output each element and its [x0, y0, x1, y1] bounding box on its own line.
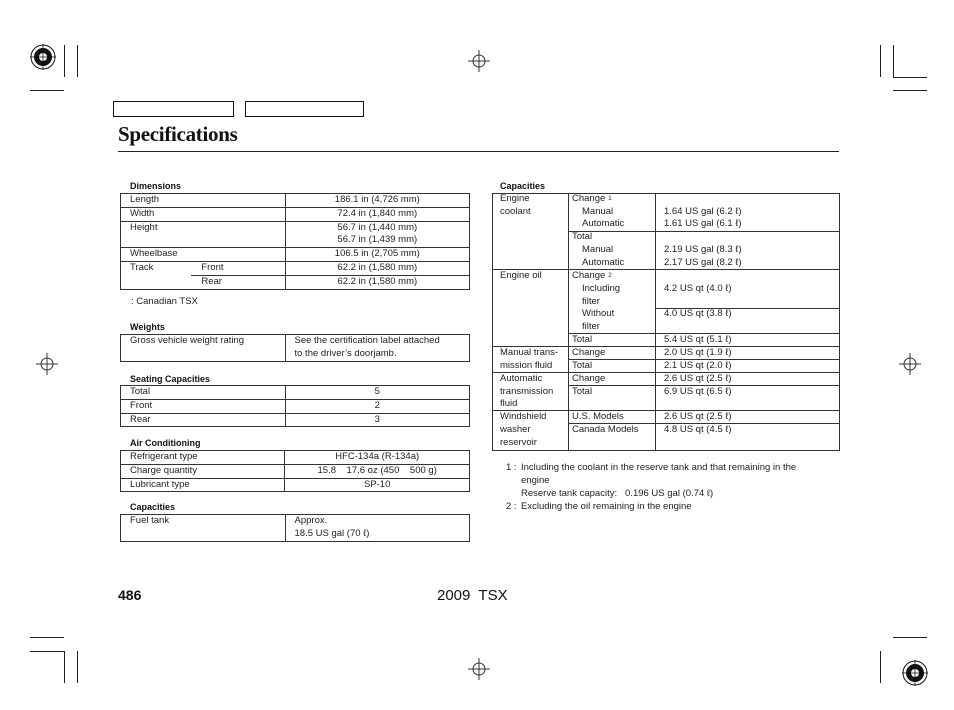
dim-value: 72.4 in (1,840 mm): [285, 207, 469, 221]
oil-including-label: Including: [582, 283, 621, 294]
footnote-1-line2: engine: [521, 475, 550, 486]
dim-value: 186.1 in (4,726 mm): [285, 194, 469, 208]
at-label: transmission: [500, 386, 554, 397]
page-title: Specifications: [118, 122, 238, 146]
washer-label: Windshield: [500, 411, 547, 422]
table-row: [121, 464, 470, 478]
weights-value-line1: See the certification label attached: [294, 335, 440, 346]
air-conditioning-table: [120, 450, 470, 492]
footnote-marker: 2: [608, 273, 612, 279]
dim-label: Length: [121, 194, 286, 208]
dim-value: 62.2 in (1,580 mm): [285, 261, 469, 275]
oil-including-value: 4.2 US qt (4.0 ℓ): [664, 283, 732, 294]
oil-label: Engine oil: [500, 270, 542, 281]
dim-value: 106.5 in (2,705 mm): [285, 248, 469, 262]
dim-value: 62.2 in (1,580 mm): [285, 275, 469, 289]
right-capacities-heading: Capacities: [500, 181, 546, 191]
ac-label: Charge quantity: [121, 464, 285, 478]
table-row: [121, 207, 470, 221]
dim-label: Wheelbase: [121, 248, 286, 262]
ac-value: HFC-134a (R-134a): [285, 451, 470, 465]
dim-sub-label: Rear: [191, 275, 285, 289]
table-row: [121, 194, 470, 208]
dim-label: Track: [121, 261, 192, 289]
at-label: fluid: [500, 398, 518, 409]
registration-crosshair-icon: [899, 353, 921, 375]
mt-label: Manual trans-: [500, 347, 559, 358]
washer-label: reservoir: [500, 437, 537, 448]
ac-label: Lubricant type: [121, 478, 285, 492]
dim-label: Height: [121, 221, 286, 248]
washer-label: washer: [500, 424, 531, 435]
title-divider: [118, 151, 839, 152]
registration-sunburst-icon: [30, 44, 56, 70]
at-change-value: 2.6 US qt (2.5 ℓ): [664, 373, 732, 384]
coolant-total-auto-label: Automatic: [582, 257, 625, 268]
table-row: [121, 515, 470, 542]
mt-change-value: 2.0 US qt (1.9 ℓ): [664, 347, 732, 358]
seating-label: Front: [121, 399, 286, 413]
weights-label: Gross vehicle weight rating: [121, 335, 286, 362]
dimensions-heading: Dimensions: [130, 181, 182, 191]
seating-value: 2: [285, 399, 469, 413]
seating-value: 5: [285, 386, 469, 400]
oil-without-label: Without: [582, 308, 615, 319]
seating-heading: Seating Capacities: [130, 374, 211, 384]
fuel-value-line1: Approx.: [294, 515, 328, 526]
air-conditioning-heading: Air Conditioning: [130, 438, 201, 448]
coolant-total-manual-value: 2.19 US gal (8.3 ℓ): [664, 244, 742, 255]
coolant-label: coolant: [500, 206, 531, 217]
seating-label: Rear: [121, 413, 286, 427]
registration-crosshair-icon: [468, 658, 490, 680]
capacities-heading: Capacities: [130, 502, 176, 512]
seating-value: 3: [285, 413, 469, 427]
table-row: [121, 451, 470, 465]
footnote-1-line3: Reserve tank capacity: 0.196 US gal (0.74 ℓ): [521, 488, 714, 499]
oil-total-label: Total: [572, 334, 593, 345]
coolant-auto-value: 1.61 US gal (6.1 ℓ): [664, 218, 742, 229]
fuel-value-line2: 18.5 US gal (70 ℓ): [294, 527, 370, 539]
header-tab-box: [113, 101, 234, 117]
weights-table: [120, 334, 470, 362]
coolant-total-auto-value: 2.17 US gal (8.2 ℓ): [664, 257, 742, 268]
footnote-2-marker: 2 :: [506, 501, 517, 512]
mt-total-value: 2.1 US qt (2.0 ℓ): [664, 360, 732, 371]
coolant-label: Engine: [500, 193, 530, 204]
canadian-note: : Canadian TSX: [131, 296, 198, 307]
dim-value-canada: 56.7 in (1,439 mm): [337, 234, 418, 246]
table-row: [121, 261, 470, 275]
coolant-manual-value: 1.64 US gal (6.2 ℓ): [664, 206, 742, 217]
registration-crosshair-icon: [36, 353, 58, 375]
dimensions-table: [120, 193, 470, 290]
washer-canada-label: Canada Models: [572, 424, 639, 435]
footer-model: 2009 TSX: [437, 587, 508, 604]
coolant-manual-label: Manual: [582, 206, 614, 217]
at-total-value: 6.9 US qt (6.5 ℓ): [664, 386, 732, 397]
footnote-2-line1: Excluding the oil remaining in the engine: [521, 501, 692, 512]
table-row: [121, 221, 470, 248]
mt-total-label: Total: [572, 360, 593, 371]
seating-table: [120, 385, 470, 427]
footnote-1-marker: 1 :: [506, 462, 517, 473]
oil-without-label: filter: [582, 321, 600, 332]
coolant-change-text: Change: [572, 193, 606, 204]
seating-label: Total: [121, 386, 286, 400]
fuel-label: Fuel tank: [121, 515, 286, 542]
at-label: Automatic: [500, 373, 543, 384]
at-total-label: Total: [572, 386, 593, 397]
weights-heading: Weights: [130, 322, 165, 332]
registration-sunburst-icon: [902, 660, 928, 686]
oil-change-label: [572, 270, 612, 283]
table-row: [121, 478, 470, 492]
washer-us-value: 2.6 US qt (2.5 ℓ): [664, 411, 732, 422]
ac-value: SP-10: [285, 478, 470, 492]
mt-label: mission fluid: [500, 360, 553, 371]
table-row: [121, 335, 470, 362]
table-row: [121, 413, 470, 427]
page-number: 486: [118, 587, 142, 603]
dim-value: 56.7 in (1,440 mm): [337, 221, 418, 233]
weights-value-line2: to the driver’s doorjamb.: [294, 347, 397, 359]
table-row: [121, 399, 470, 413]
footnote-1-line1: Including the coolant in the reserve tank and that remaining in the: [521, 462, 797, 473]
ac-value: 15.8 17.6 oz (450 500 g): [285, 464, 470, 478]
coolant-total-label: Total: [572, 231, 593, 242]
footnote-marker: 1: [608, 196, 612, 202]
fuel-capacity-table: [120, 514, 470, 542]
oil-including-label: filter: [582, 296, 600, 307]
oil-change-text: Change: [572, 270, 606, 281]
oil-without-value: 4.0 US qt (3.8 ℓ): [664, 308, 732, 319]
coolant-change-label: [572, 193, 612, 206]
coolant-auto-label: Automatic: [582, 218, 625, 229]
dim-sub-label: Front: [191, 261, 285, 275]
washer-us-label: U.S. Models: [572, 411, 624, 422]
registration-crosshair-icon: [468, 50, 490, 72]
right-capacities-table: [492, 193, 840, 451]
dim-label: Width: [121, 207, 286, 221]
table-row: [121, 248, 470, 262]
at-change-label: Change: [572, 373, 606, 384]
ac-label: Refrigerant type: [121, 451, 285, 465]
oil-total-value: 5.4 US qt (5.1 ℓ): [664, 334, 732, 345]
header-tab-box: [245, 101, 364, 117]
coolant-total-manual-label: Manual: [582, 244, 614, 255]
washer-canada-value: 4.8 US qt (4.5 ℓ): [664, 424, 732, 435]
mt-change-label: Change: [572, 347, 606, 358]
table-row: [121, 386, 470, 400]
